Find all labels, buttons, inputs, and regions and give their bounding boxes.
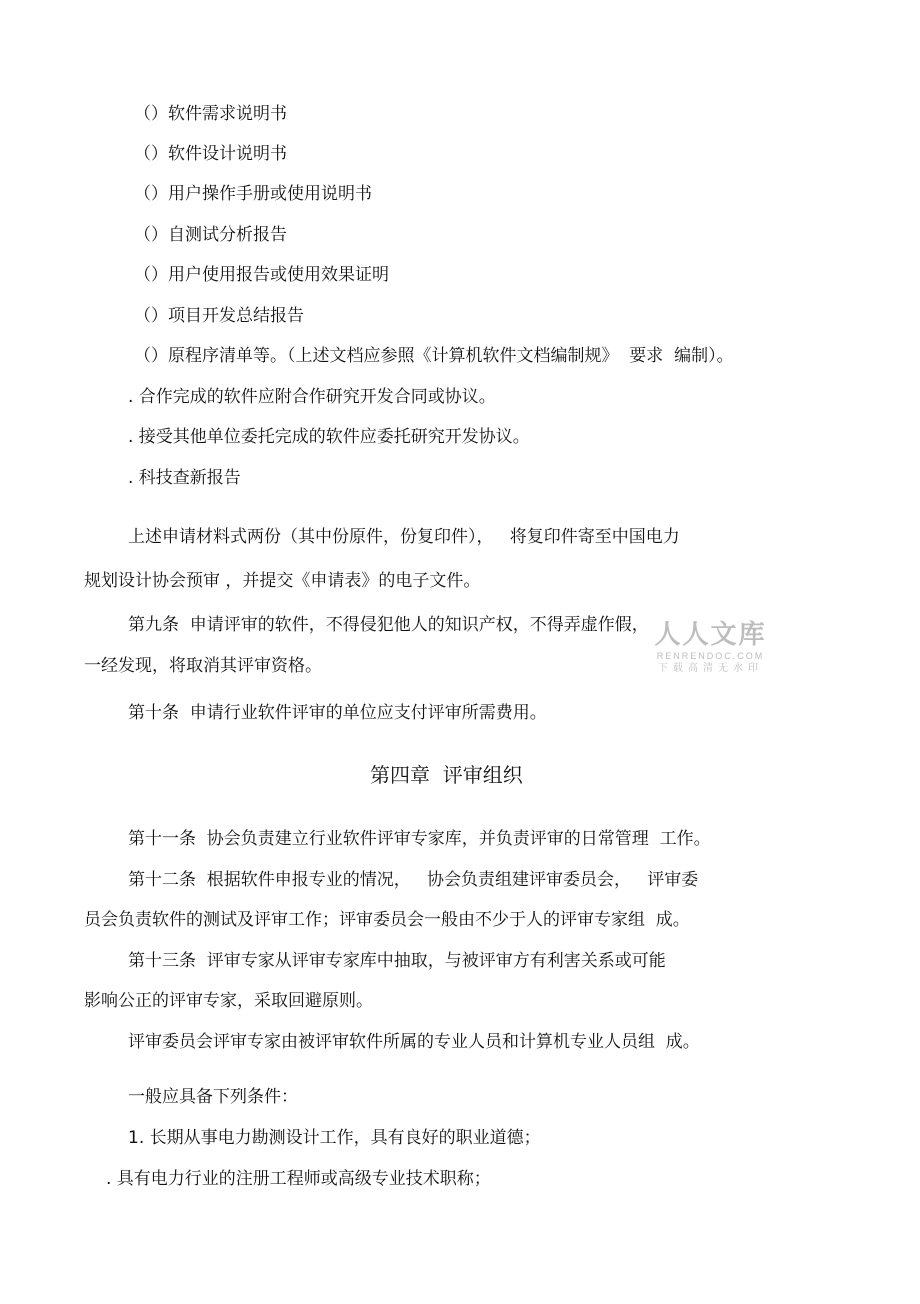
- item-novelty-search: . 科技查新报告: [128, 468, 241, 488]
- watermark-logo-text: 人人文库: [654, 620, 767, 650]
- article-9-line2: 一经发现，将取消其评审资格。: [84, 656, 322, 676]
- condition-1: 1. 长期从事电力勘测设计工作，具有良好的职业道德；: [128, 1128, 541, 1148]
- para-materials-line2: 规划设计协会预审 ，并提交《申请表》的电子文件。: [84, 571, 481, 591]
- list-item-user-manual: （）用户操作手册或使用说明书: [134, 184, 372, 204]
- article-12-line2: 员会负责软件的测试及评审工作；评审委员会一般由不少于人的评审专家组 成。: [84, 910, 690, 930]
- watermark-slogan: 下载高清无水印: [658, 663, 763, 674]
- article-10: 第十条 申请行业软件评审的单位应支付评审所需费用。: [128, 703, 547, 723]
- conditions-intro: 一般应具备下列条件：: [128, 1087, 298, 1107]
- list-item-design: （）软件设计说明书: [134, 144, 287, 164]
- article-12-line1: 第十二条 根据软件申报专业的情况， 协会负责组建评审委员会， 评审委: [128, 870, 699, 890]
- article-13-line1: 第十三条 评审专家从评审专家库中抽取，与被评审方有利害关系或可能: [128, 951, 666, 971]
- list-item-usage-report: （）用户使用报告或使用效果证明: [134, 265, 389, 285]
- article-11: 第十一条 协会负责建立行业软件评审专家库，并负责评审的日常管理 工作。: [128, 829, 711, 849]
- condition-2: . 具有电力行业的注册工程师或高级专业技术职称；: [106, 1169, 491, 1189]
- watermark: [648, 620, 773, 676]
- chapter-title: 第四章 评审组织: [370, 763, 523, 787]
- item-cooperation: . 合作完成的软件应附合作研究开发合同或协议。: [128, 387, 496, 407]
- watermark-domain: RENRENDOC.COM: [656, 651, 765, 661]
- list-item-source-code: （）原程序清单等。（上述文档应参照《计算机软件文档编制规》 要求 编制）。: [134, 346, 734, 366]
- list-item-self-test: （）自测试分析报告: [134, 225, 287, 245]
- item-commissioned: . 接受其他单位委托完成的软件应委托研究开发协议。: [128, 427, 530, 447]
- para-materials-line1: 上述申请材料式两份（其中份原件，份复印件）， 将复印件寄至中国电力: [128, 527, 680, 547]
- article-9-line1: 第九条 申请评审的软件，不得侵犯他人的知识产权，不得弄虚作假，: [128, 615, 649, 635]
- committee-composition: 评审委员会评审专家由被评审软件所属的专业人员和计算机专业人员组 成。: [128, 1032, 700, 1052]
- list-item-summary: （）项目开发总结报告: [134, 306, 304, 326]
- list-item-requirements: （）软件需求说明书: [134, 104, 287, 124]
- article-13-line2: 影响公正的评审专家，采取回避原则。: [84, 991, 373, 1011]
